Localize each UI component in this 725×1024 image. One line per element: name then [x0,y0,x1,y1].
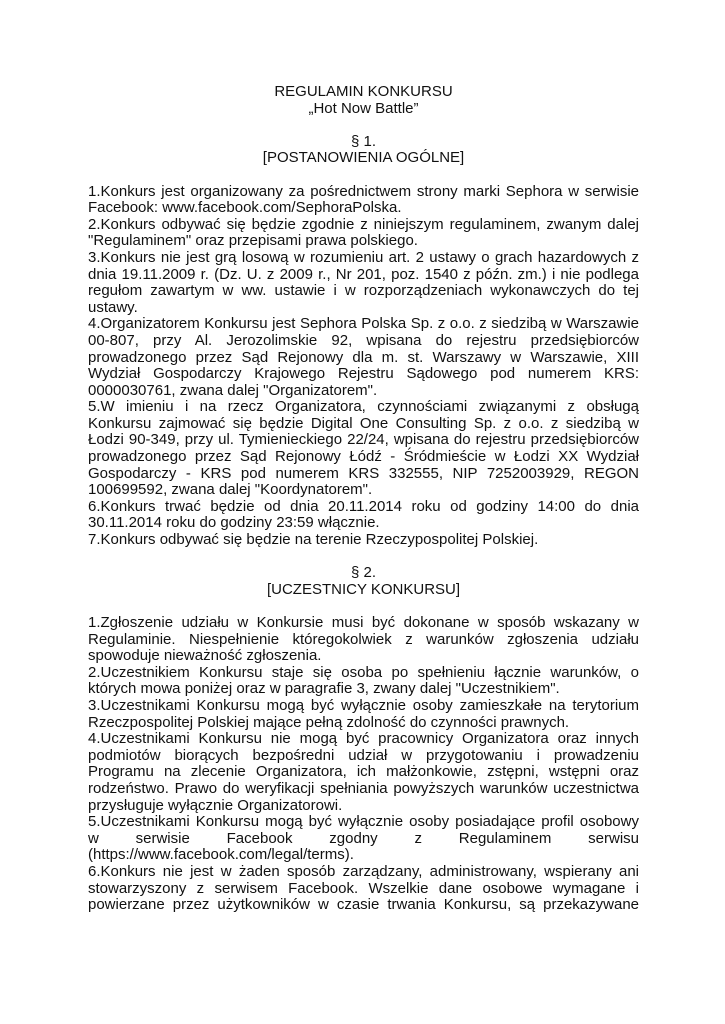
section-1-number: § 1. [350,132,377,150]
section-1-item-5: 5.W imieniu i na rzecz Organizatora, czynnościami związanymi z obsługą Konkursu zajmować się będzie Digital One Consulting Sp. z o.o. z siedzibą w Łodzi 90-349, przy ul. Tymienieckiego 22/24, wpisana do rejestru przedsiębiorców prowadzonego przez Sąd Rejonowy Łódź - Śródmieście w Łodzi XX Wydział Gospodarczy - KRS pod numerem KRS 332555, NIP 7252003929, REGON 100699592, zwana dalej "Koordynatorem". [88,398,639,499]
section-1-body [88,184,639,549]
section-1-item-1: 1.Konkurs jest organizowany za pośrednictwem strony marki Sephora w serwisie Facebook: www.facebook.com/SephoraPolska. [88,182,639,217]
document-title: REGULAMIN KONKURSU [274,83,453,100]
section-2-number: § 2. [350,564,377,582]
section-2-body [88,615,639,914]
section-1-item-2: 2.Konkurs odbywać się będzie zgodnie z niniejszym regulaminem, zwanym dalej "Regulaminem" oraz przepisami prawa polskiego. [88,215,639,250]
section-2-item-2: 2.Uczestnikiem Konkursu staje się osoba po spełnieniu łącznie warunków, o których mowa poniżej oraz w paragrafie 3, zwany dalej "Uczestnikiem". [88,663,639,698]
section-1-item-6: 6.Konkurs trwać będzie od dnia 20.11.2014 roku od godziny 14:00 do dnia 30.11.2014 roku do godziny 23:59 włącznie. [88,497,639,532]
section-1-heading: [POSTANOWIENIA OGÓLNE] [262,149,465,167]
section-2-item-5: 5.Uczestnikami Konkursu mogą być wyłącznie osoby posiadające profil osobowy w serwisie Facebook zgodny z Regulaminem serwisu (https://www.facebook.com/legal/terms). [88,813,639,864]
section-1-header [88,134,639,167]
section-1-item-7: 7.Konkurs odbywać się będzie na terenie Rzeczypospolitej Polskiej. [88,531,539,549]
section-1-item-4: 4.Organizatorem Konkursu jest Sephora Polska Sp. z o.o. z siedzibą w Warszawie 00-807, przy Al. Jerozolimskie 92, wpisana do rejestru przedsiębiorców prowadzonego przez Sąd Rejonowy dla m. st. Warszawy w Warszawie, XIII Wydział Gospodarczy Krajowego Rejestru Sądowego pod numerem KRS: 0000030761, zwana dalej "Organizatorem". [88,315,639,399]
section-2-heading: [UCZESTNICY KONKURSU] [266,580,461,598]
section-2-item-4: 4.Uczestnikami Konkursu nie mogą być pracownicy Organizatora oraz innych podmiotów biorących bezpośredni udział w przygotowaniu i prowadzeniu Programu na zlecenie Organizatora, ich małżonkowie, zstępni, wstępni oraz rodzeństwo. Prawo do weryfikacji spełniania powyższych warunków uczestnictwa przysługuje wyłącznie Organizatorowi. [88,730,639,814]
document-subtitle: „Hot Now Battle” [308,99,419,117]
section-2-item-1: 1.Zgłoszenie udziału w Konkursie musi być dokonane w sposób wskazany w Regulaminie. Niespełnienie któregokolwiek z warunków zgłoszenia udziału spowoduje nieważność zgłoszenia. [88,614,639,665]
regulation-document [88,84,639,914]
section-2-item-6: 6.Konkurs nie jest w żaden sposób zarządzany, administrowany, wspierany ani stowarzyszony z serwisem Facebook. Wszelkie dane osobowe wymagane i powierzane przez użytkowników w czasie trwania Konkursu, są przekazywane [88,862,639,914]
document-title-block [88,84,639,117]
section-2-header [88,565,639,598]
section-2-item-3: 3.Uczestnikami Konkursu mogą być wyłącznie osoby zamieszkałe na terytorium Rzeczpospolitej Polskiej mające pełną zdolność do czynności prawnych. [88,696,639,731]
section-1-item-3: 3.Konkurs nie jest grą losową w rozumieniu art. 2 ustawy o grach hazardowych z dnia 19.11.2009 r. (Dz. U. z 2009 r., Nr 201, poz. 1540 z późn. zm.) i nie podlega regułom zawartym w ww. ustawie i w rozporządzeniach wykonawczych do tej ustawy. [88,248,639,316]
